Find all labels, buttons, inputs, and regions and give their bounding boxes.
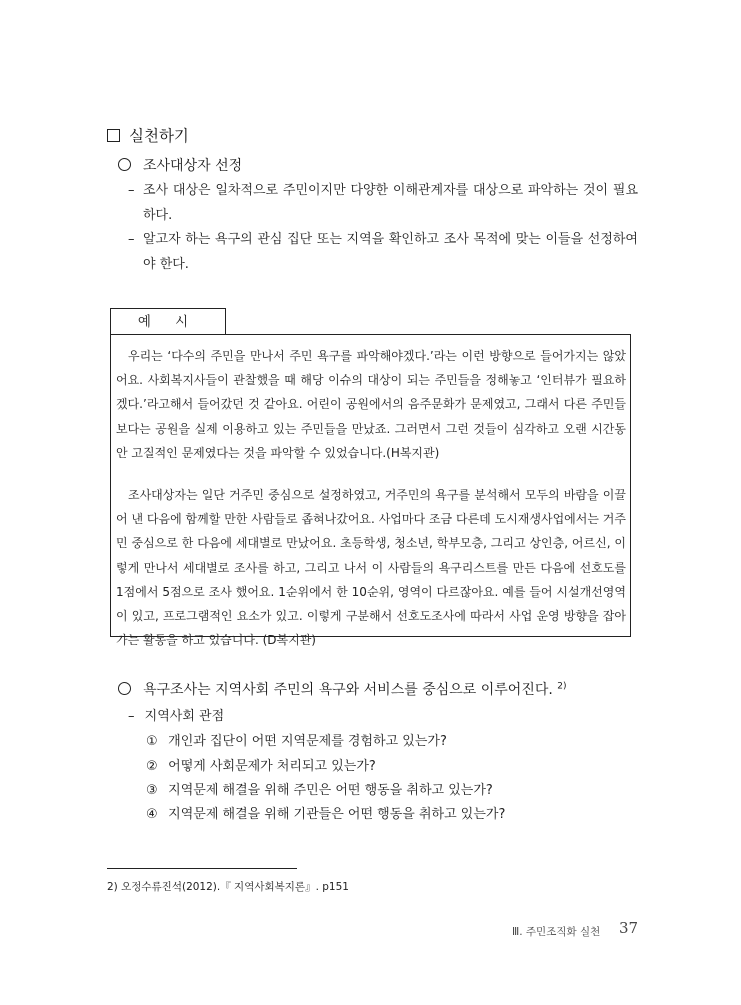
list-item [128, 178, 638, 228]
dash-bullet: – [128, 232, 135, 247]
dash-bullet: – [128, 709, 135, 724]
circle-bullet-icon [118, 682, 131, 695]
subsection-heading-2 [118, 679, 567, 699]
example-paragraph: 조사대상자는 일단 거주민 중심으로 설정하였고, 거주민의 욕구를 분석해서 모두의 바람을 이끌어 낸 다음에 함께할 만한 사람들로 좁혀나갔어요. 사업마다 조금 다른데 도시재생사업에서는 거주민 중심으로 한 다음에 세대별로 만났어요. 초등학생, 청소년, 학부모층, 그리고 상인층, 어르신, 이렇게 만나서 세대별로 조사를 하고, 그리고 나서 이 사람들의 욕구리스트를 만든 다음에 선호도를 1점에서 5점으로 조사 했어요. 1순위에서 한 10순위, 영역이 다르잖아요. 예를 들어 시설개선영역이 있고, 프로그램적인 요소가 있고. 이렇게 구분해서 선호도조사에 따라서 사업 운영 방향을 잡아가는 활동을 하고 있습니다. (D복지관) [116, 488, 626, 648]
question-text: 지역문제 해결을 위해 주민은 어떤 행동을 취하고 있는가? [168, 783, 493, 798]
question-item [146, 730, 447, 749]
footnote: 2) 오정수류진석(2012).『 지역사회복지론』. p151 [107, 881, 349, 893]
dash-bullet: – [128, 183, 135, 198]
list-item-text: 조사 대상은 일차적으로 주민이지만 다양한 이해관계자를 대상으로 파악하는 것이 필요하다. [143, 183, 638, 223]
footnote-divider [107, 868, 297, 869]
question-item [146, 803, 505, 822]
question-text: 지역문제 해결을 위해 기관들은 어떤 행동을 취하고 있는가? [168, 807, 506, 822]
list-item-text: 지역사회 관점 [144, 709, 225, 724]
question-item [146, 755, 376, 774]
list-item-text: 알고자 하는 욕구의 관심 집단 또는 지역을 확인하고 조사 목적에 맞는 이들을 선정하여야 한다. [143, 232, 638, 272]
subsection-title: 조사대상자 선정 [143, 158, 243, 174]
list-item [128, 227, 638, 277]
square-bullet-icon [107, 129, 120, 142]
question-number: ② [146, 759, 158, 774]
example-paragraph: 우리는 ‘다수의 주민을 만나서 주민 욕구를 파악해야겠다.’라는 이런 방향으로 들어가지는 않았어요. 사회복지사들이 관찰했을 때 해당 이슈의 대상이 되는 주민들을 정해놓고 ‘인터뷰가 필요하겠다.’라고해서 들어갔던 것 같아요. 어린이 공원에서의 음주문화가 문제였고, 그래서 다른 주민들보다는 공원을 실제 이용하고 있는 주민들을 만났죠. 그러면서 그런 것들이 심각하고 오랜 시간동안 고질적인 문제였다는 것을 파악할 수 있었습니다.(H복지관) [116, 349, 626, 460]
page-number: 37 [619, 919, 639, 937]
question-number: ③ [146, 783, 158, 798]
example-label: 예 시 [110, 308, 226, 335]
footnote-ref: 2) [557, 681, 567, 692]
example-box [110, 334, 631, 648]
chapter-footer: Ⅲ. 주민조직화 실천 [512, 926, 601, 938]
subsection-heading-1 [118, 155, 242, 175]
subsection-title: 욕구조사는 지역사회 주민의 욕구와 서비스를 중심으로 이루어진다. [143, 682, 553, 698]
question-number: ① [146, 734, 158, 749]
question-item [146, 779, 493, 798]
circle-bullet-icon [118, 158, 131, 171]
list-item [128, 705, 224, 724]
question-text: 개인과 집단이 어떤 지역문제를 경험하고 있는가? [168, 734, 447, 749]
question-text: 어떻게 사회문제가 처리되고 있는가? [168, 759, 376, 774]
section-title: 실천하기 [129, 127, 189, 145]
section-heading [107, 124, 189, 146]
question-number: ④ [146, 807, 158, 822]
